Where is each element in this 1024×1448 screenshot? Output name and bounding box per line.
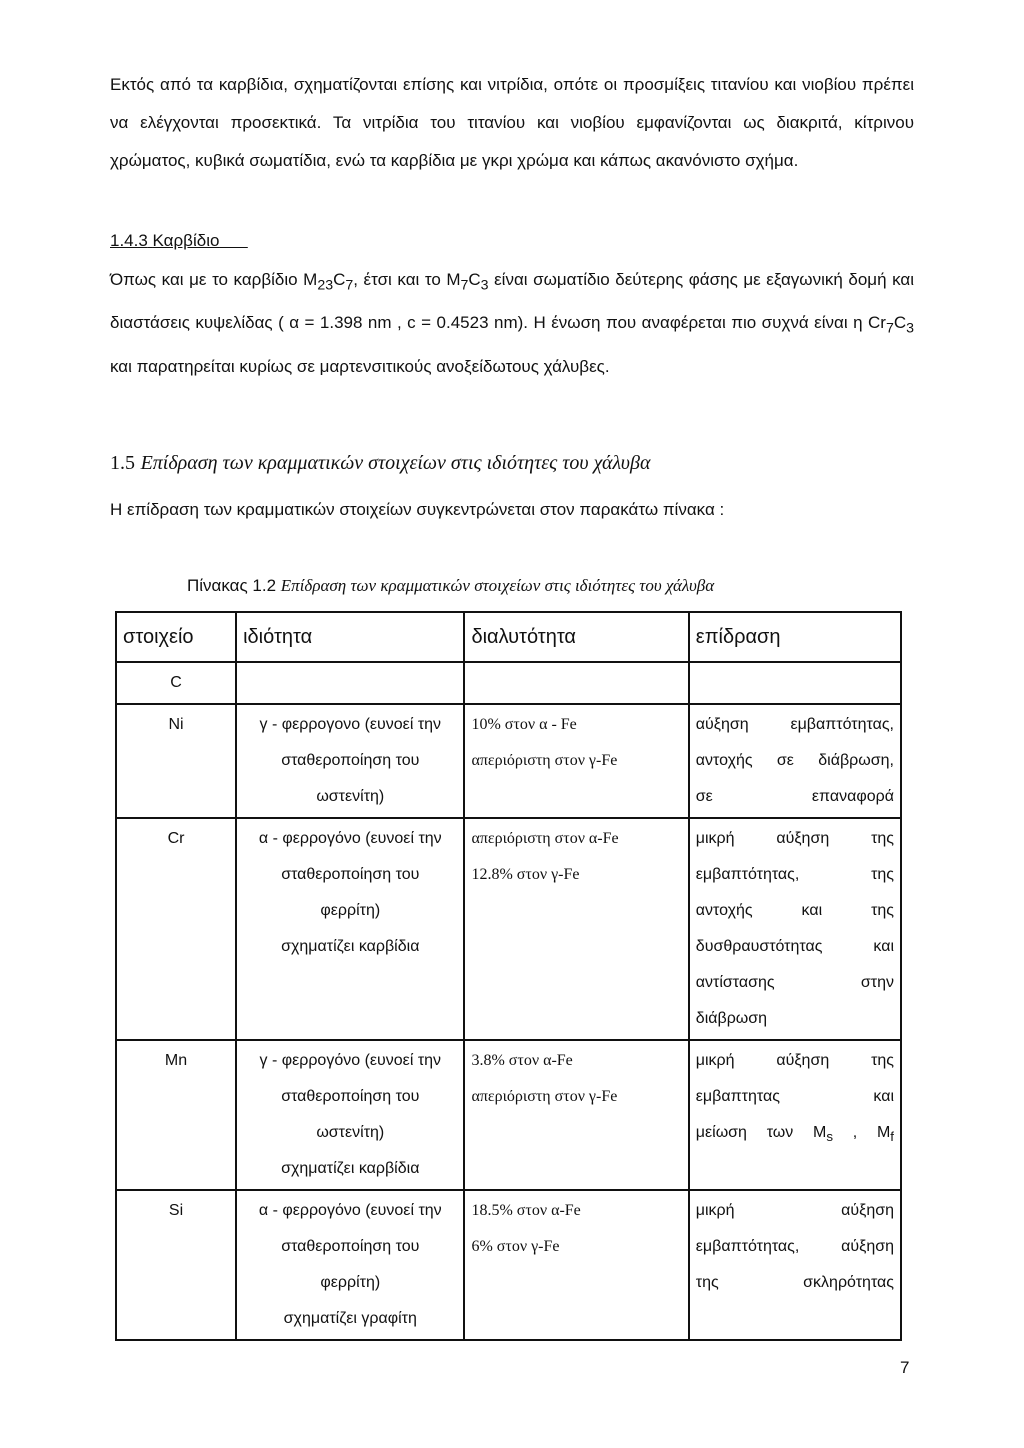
cell-effect: μικρή αύξηση της εμβαπτότητας, της αντοχής και της δυσθραυστότητας και αντίστασης στην διάβρωση [689,818,901,1040]
cell-solubility: 18.5% στον α-Fe 6% στον γ-Fe [464,1190,688,1340]
table-row [116,662,901,704]
section-1-5-heading: 1.5 Επίδραση των κραμματικών στοιχείων στις ιδιότητες του χάλυβα [110,452,651,474]
header-element: στοιχείο [116,612,236,662]
cell-property: α - φερρογόνο (ευνοεί την σταθεροποίηση του φερρίτη) σχηματίζει γραφίτη [236,1190,464,1340]
section-1-5-text: Η επίδραση των κραμματικών στοιχείων συγκεντρώνεται στον παρακάτω πίνακα : [110,500,725,519]
section-1-4-3-paragraph: Όπως και με το καρβίδιο $M_{23}C_7$, έτσι και το $M_7C_3$ είναι σωματίδιο δεύτερης φάσης με εξαγωνική δομή και διαστάσεις κυψελίδας ( α = 1.398 nm , c = 0.4523 nm). Η ένωση που αναφέρεται πιο συχνά είναι η $Cr_7C_3$ και παρατηρείται κυρίως σε μαρτενσιτικούς ανοξείδωτους χάλυβες. [110,270,914,376]
cell-solubility [464,662,688,704]
cell-property: γ - φερρογόνο (ευνοεί την σταθεροποίηση του ωστενίτη) σχηματίζει καρβίδια [236,1040,464,1190]
table-caption [187,576,714,596]
table-row [116,818,901,1040]
section-1-4-3-title: 1.4.3 Καρβίδιο [110,231,220,250]
section-1-5-title: Επίδραση των κραμματικών στοιχείων στις ιδιότητες του χάλυβα [140,452,651,474]
alloying-elements-table [115,611,902,1341]
table-row [116,704,901,818]
cell-property: γ - φερρογονο (ευνοεί την σταθεροποίηση του ωστενίτη) [236,704,464,818]
cell-solubility: 10% στον α - Fe απεριόριστη στον γ-Fe [464,704,688,818]
cell-element: Mn [116,1040,236,1190]
table-row [116,1190,901,1340]
table-caption-label: Πίνακας 1.2 [187,576,277,595]
cell-element: C [116,662,236,704]
table-header-row [116,612,901,662]
cell-effect: μικρή αύξηση της εμβαπτητας και μείωση των $M_s$ , $M_f$ [689,1040,901,1190]
section-1-4-3-heading [110,222,914,260]
cell-element: Cr [116,818,236,1040]
cell-effect: μικρή αύξηση εμβαπτότητας, αύξηση της σκληρότητας [689,1190,901,1340]
intro-paragraph: Εκτός από τα καρβίδια, σχηματίζονται επίσης και νιτρίδια, οπότε οι προσμίξεις τιτανίου και νιοβίου πρέπει να ελέγχονται προσεκτικά. Τα νιτρίδια του τιτανίου και νιοβίου εμφανίζονται ως διακριτά, κίτρινου χρώματος, κυβικά σωματίδια, ενώ τα καρβίδια με γκρι χρώμα και κάπως ακανόνιστο σχήμα. [110,75,914,170]
cell-effect [689,662,901,704]
cell-solubility: 3.8% στον α-Fe απεριόριστη στον γ-Fe [464,1040,688,1190]
table-caption-title: Επίδραση των κραμματικών στοιχείων στις ιδιότητες του χάλυβα [280,576,715,595]
cell-property [236,662,464,704]
cell-solubility: απεριόριστη στον α-Fe 12.8% στον γ-Fe [464,818,688,1040]
cell-property: α - φερρογόνο (ευνοεί την σταθεροποίηση του φερρίτη) σχηματίζει καρβίδια [236,818,464,1040]
header-property: ιδιότητα [236,612,464,662]
page-number: 7 [900,1358,910,1377]
table-row [116,1040,901,1190]
header-solubility: διαλυτότητα [464,612,688,662]
cell-element: Si [116,1190,236,1340]
header-effect: επίδραση [689,612,901,662]
cell-effect: αύξηση εμβαπτότητας, αντοχής σε διάβρωση, σε επαναφορά [689,704,901,818]
cell-element: Ni [116,704,236,818]
